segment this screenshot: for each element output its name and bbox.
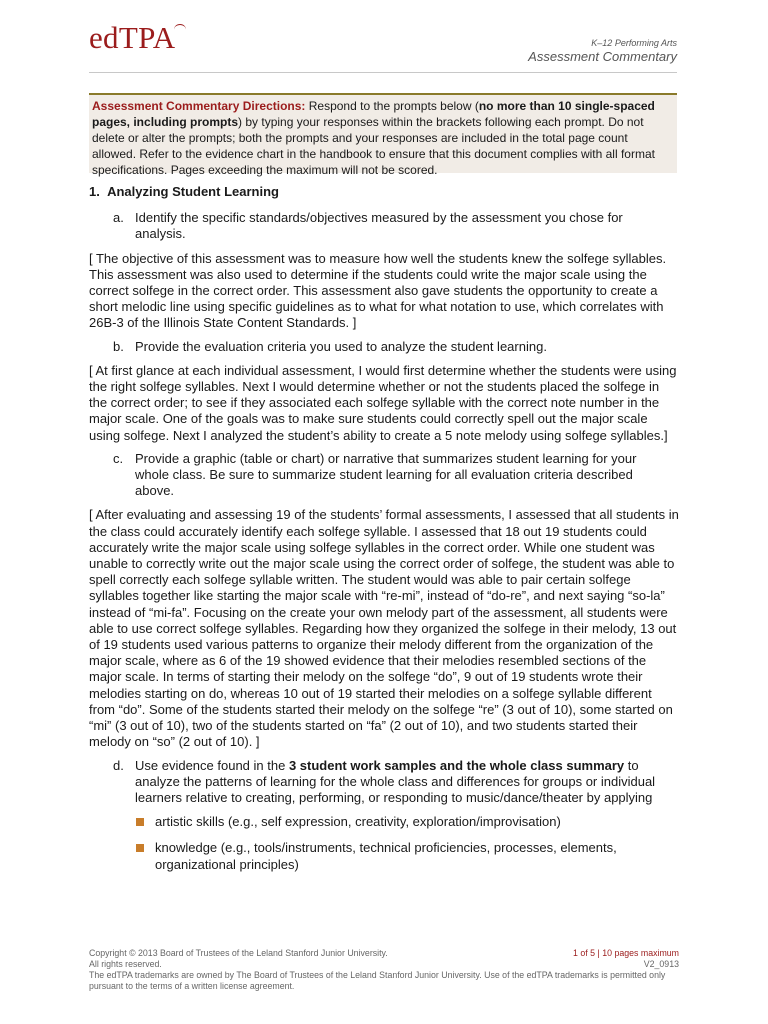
page-info: 1 of 5 | 10 pages maximum — [573, 948, 679, 958]
prompt-d — [89, 758, 679, 807]
prompt-a-letter: a. — [113, 210, 124, 226]
edtpa-logo: edTPA — [89, 20, 176, 55]
directions-box — [89, 93, 677, 177]
commentary-content — [89, 184, 679, 883]
prompt-d-text — [135, 758, 679, 807]
prompt-d-letter: d. — [113, 757, 124, 773]
prompt-b — [89, 339, 679, 355]
version-label: V2_0913 — [643, 959, 679, 969]
prompt-d-bold: 3 student work samples and the whole class summary — [288, 757, 625, 773]
header-subtitle: K–12 Performing Arts — [591, 38, 677, 48]
response-c: [ After evaluating and assessing 19 of the students’ formal assessments, I assessed that all students in the class could accurately identify each solfege syllable. I assessed that 18 out 19 students could accurately write the major scale using solfege syllables in the correct order. While one student was unable to correctly write out the major scale using the correct order of solfege, the student was able to spell correctly each solfege syllable written. The student would was able to pair certain solfege syllables together like starting the major scale with “re-mi”, instead of “do-re”, and next saying “so-la” instead of “mi-fa”. Focusing on the create your own melody part of the assessment, all students were able to use correct solfege syllables. Regarding how they organized the solfege in their melody, 13 out of 19 students used various patterns to organize their melody different from the organization of the major scale, where as 6 of the 19 showed evidence that their melodies resembled sections of the major scale. In terms of starting their melody on the solfege “do”, 9 out of 19 students wrote their melodies starting on do, whereas 10 out of 19 started their melodies on a solfege syllable different from “do”. Some of the students started their melody on the solfege “re” (3 out of 10), some started on “mi” (3 out of 10), two of the students started on “fa” (2 out of 10), and two students started their melody on “so” (2 out of 10). ] — [89, 507, 679, 750]
directions-bold: no more than 10 single-spaced pages, including prompts — [92, 99, 655, 129]
section-heading: 1. Analyzing Student Learning — [89, 184, 279, 199]
response-a: [ The objective of this assessment was to measure how well the students knew the solfege syllables. This assessment was also used to determine if the students could write the major scale using the correct solfege in the correct order. This assessment also gave students the opportunity to create a short melodic line using specific guidelines as to what for what notation to use, which correlates with 26B-3 of the Illinois State Content Standards. ] — [89, 250, 667, 331]
square-bullet-icon — [136, 844, 144, 852]
directions-text-1: Respond to the prompts below ( — [305, 99, 479, 113]
footer-rights: All rights reserved. — [89, 959, 162, 969]
prompt-d-text-2: to analyze the patterns of learning for the whole class and differences for groups or individual learners relative to creating, performing, or responding to music/dance/theater by applying — [135, 757, 656, 805]
prompt-c-letter: c. — [113, 450, 124, 466]
header-right — [528, 38, 677, 65]
prompt-c-text: Provide a graphic (table or chart) or narrative that summarizes student learning for your whole class. Be sure to summarize student learning for all evaluation criteria described above. — [135, 450, 637, 499]
footer-copyright: Copyright © 2013 Board of Trustees of the Leland Stanford Junior University. — [89, 948, 388, 958]
page-header — [0, 0, 768, 80]
prompt-c — [89, 451, 679, 500]
prompt-d-text-1: Use evidence found in the — [135, 757, 289, 773]
footer-trademark: The edTPA trademarks are owned by The Board of Trustees of the Leland Stanford Junior University. Use of the edTPA trademarks is permitted only pursuant to the terms of a written license agreement. — [89, 970, 666, 991]
directions-label: Assessment Commentary Directions: — [92, 99, 306, 113]
bullet-text: knowledge (e.g., tools/instruments, technical proficiencies, processes, elements, organizational principles) — [155, 840, 617, 872]
footer-right — [573, 948, 679, 970]
logo-swoosh-icon — [174, 24, 186, 35]
header-title: Assessment Commentary — [528, 49, 677, 64]
bullet-item — [89, 814, 679, 830]
prompt-a-text: Identify the specific standards/objectives measured by the assessment you chose for analysis. — [135, 210, 623, 242]
response-b: [ At first glance at each individual assessment, I would first determine whether the students were using the right solfege syllables. Next I would determine whether or not the students placed the solfege in the correct order; to see if they associated each solfege syllable with the correct note number in the major scale. One of the goals was to make sure students could correctly spell out the major scale using solfege. Next I analyzed the student’s ability to create a 5 note melody using solfege syllables.] — [89, 362, 677, 443]
directions-text-2: ) by typing your responses within the brackets following each prompt. Do not delete or alter the prompts; both the prompts and your responses are included in the total page count allowed. Refer to the evidence chart in the handbook to ensure that this document complies with all format specifications. Pages exceeding the maximum will not be scored. — [92, 115, 655, 177]
prompt-b-text: Provide the evaluation criteria you used to analyze the student learning. — [135, 338, 547, 354]
prompt-a — [89, 210, 679, 242]
bullet-item — [89, 840, 679, 872]
square-bullet-icon — [136, 818, 144, 826]
bullet-text: artistic skills (e.g., self expression, creativity, exploration/improvisation) — [155, 814, 561, 830]
page-footer — [89, 948, 679, 992]
header-divider — [89, 72, 677, 73]
prompt-b-letter: b. — [113, 338, 124, 354]
